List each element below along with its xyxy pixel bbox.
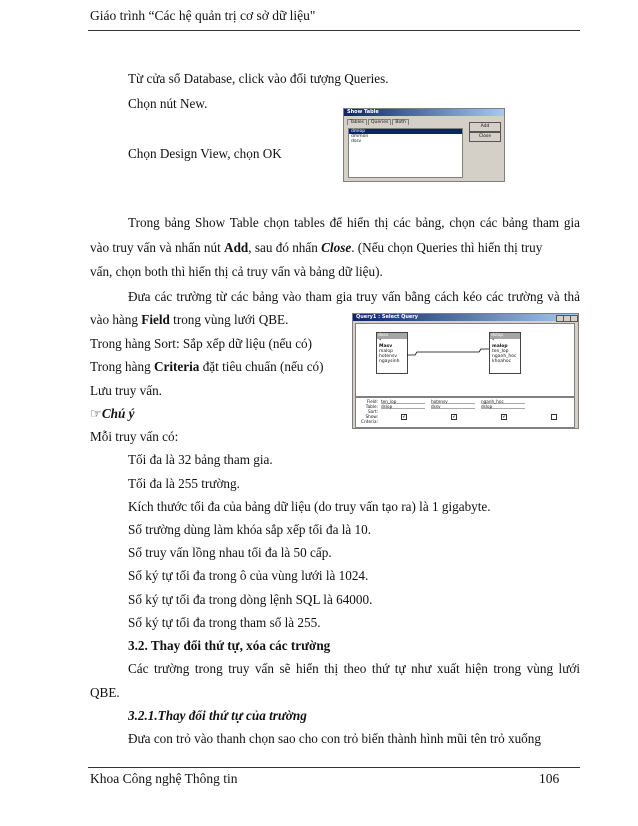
window-title: Query1 : Select Query [353, 314, 578, 321]
add-button[interactable]: Add [469, 122, 501, 132]
text-run: đặt tiêu chuẩn (nếu có) [199, 359, 324, 374]
text-run: trong vùng lưới QBE. [169, 312, 289, 327]
field-item[interactable]: malop [492, 344, 508, 349]
footer-rule [88, 767, 580, 768]
paragraph-line: Lưu truy vấn. [90, 383, 162, 398]
field-list-title: dslop [490, 333, 520, 339]
text-run: . (Nếu chọn Queries thì hiển thị truy [351, 240, 543, 255]
field-item[interactable]: khoahoc [492, 359, 512, 364]
text-run: vào truy vấn và nhấn nút [90, 240, 225, 255]
field-item[interactable]: ngaysinh [379, 359, 400, 364]
paragraph-line: Trong hàng Sort: Sắp xếp dữ liệu (nếu có) [90, 336, 313, 351]
field-item[interactable]: * [379, 339, 382, 344]
list-item[interactable]: dssv [351, 139, 362, 144]
paragraph-line: Các trường trong truy vấn sẽ hiển thị theo thứ tự như xuất hiện trong vùng lưới [128, 661, 580, 676]
grid-field-cell[interactable]: hotensv [431, 399, 475, 404]
qbe-grid [355, 397, 575, 428]
limit-item: Số ký tự tối đa trong ô của vùng lưới là 1024. [128, 568, 369, 583]
grid-field-cell[interactable]: nganh_hoc [481, 399, 525, 404]
section-heading: 3.2. Thay đổi thứ tự, xóa các trường [128, 638, 331, 653]
paragraph-line: Mỗi truy vấn có: [90, 429, 179, 444]
paragraph-line: Đưa con trỏ vào thanh chọn sao cho con trỏ biến thành hình mũi tên trỏ xuống [128, 731, 541, 746]
limit-item: Số ký tự tối đa trong dòng lệnh SQL là 64000. [128, 592, 373, 607]
list-item[interactable]: dmlop [349, 129, 462, 134]
show-checkbox[interactable] [551, 414, 557, 420]
grid-label-criteria: Criteria: [361, 419, 378, 424]
subsection-heading: 3.2.1.Thay đổi thứ tự của trường [128, 708, 307, 723]
list-item[interactable]: dmmon [351, 134, 369, 139]
note-heading [90, 406, 134, 422]
text-run: , sau đó nhấn [248, 240, 322, 255]
limit-item: Số trường dùng làm khóa sắp xếp tối đa là 10. [128, 522, 372, 537]
criteria-keyword: Criteria [154, 359, 200, 374]
limit-item: Tối đa là 32 bảng tham gia. [128, 452, 273, 467]
table-list[interactable] [348, 128, 463, 178]
tab-queries[interactable]: Queries [368, 119, 391, 125]
select-query-window [352, 313, 579, 429]
close-keyword: Close [321, 240, 352, 255]
field-item[interactable]: malop [379, 349, 394, 354]
paragraph-line [90, 240, 580, 256]
close-icon[interactable] [570, 315, 578, 322]
footer-department: Khoa Công nghệ Thông tin [90, 771, 238, 786]
grid-table-cell[interactable]: dslop [481, 404, 525, 409]
field-keyword: Field [141, 312, 170, 327]
tab-tables[interactable]: Tables [347, 119, 367, 125]
grid-table-cell[interactable]: dssv [431, 404, 475, 409]
page-header: Giáo trình “Các hệ quản trị cơ sở dữ liệu" [90, 8, 316, 23]
paragraph-line: vấn, chọn both thì hiển thị cả truy vấn và bảng dữ liệu). [90, 264, 383, 279]
paragraph-line [90, 359, 324, 375]
dialog-tabs [347, 119, 410, 125]
paragraph-line: QBE. [90, 685, 120, 700]
grid-table-cell[interactable]: dslop [381, 404, 425, 409]
field-list-dssv [376, 332, 408, 374]
limit-item: Số ký tự tối đa trong tham số là 255. [128, 615, 321, 630]
field-list-dslop [489, 332, 521, 374]
dialog-title: Show Table [344, 109, 504, 116]
text-line: Chọn Design View, chọn OK [128, 146, 282, 161]
text-line: Từ cửa sổ Database, click vào đối tượng Queries. [128, 71, 389, 86]
join-line [407, 342, 489, 362]
text-run: Trong hàng [90, 359, 154, 374]
grid-field-cell[interactable]: ten_lop [381, 399, 425, 404]
header-rule [88, 30, 580, 31]
field-list-title: dssv [377, 333, 407, 339]
show-table-dialog [343, 108, 505, 182]
grid-label-field: Field: [366, 399, 378, 404]
limit-item: Kích thước tối đa của bảng dữ liệu (do truy vấn tạo ra) là 1 gigabyte. [128, 499, 491, 514]
field-item[interactable]: * [492, 339, 495, 344]
page-number: 106 [539, 771, 560, 786]
show-checkbox[interactable]: ✔ [502, 414, 506, 419]
field-item[interactable]: Masv [379, 344, 393, 349]
grid-label-table: Table: [365, 404, 378, 409]
field-item[interactable]: hotensv [379, 354, 397, 359]
paragraph-line [90, 312, 288, 328]
add-keyword: Add [224, 240, 249, 255]
show-checkbox[interactable]: ✔ [452, 414, 456, 419]
table-pane [355, 323, 575, 397]
paragraph-line: Trong bảng Show Table chọn tables để hiển thị các bảng, chọn các bảng tham gia [128, 215, 580, 230]
field-item[interactable]: nganh_hoc [492, 354, 517, 359]
pointing-hand-icon: ☞ [90, 406, 102, 421]
text-line: Chọn nút New. [128, 96, 208, 111]
note-label: Chú ý [101, 406, 135, 421]
limit-item: Số truy vấn lồng nhau tối đa là 50 cấp. [128, 545, 332, 560]
text-run: vào hàng [90, 312, 142, 327]
grid-label-show: Show: [365, 414, 378, 419]
grid-label-sort: Sort: [368, 409, 378, 414]
tab-both[interactable]: Both [392, 119, 408, 125]
show-checkbox[interactable]: ✔ [402, 414, 406, 419]
close-button[interactable]: Close [469, 132, 501, 142]
limit-item: Tối đa là 255 trường. [128, 476, 240, 491]
field-item[interactable]: ten_lop [492, 349, 509, 354]
paragraph-line: Đưa các trường từ các bảng vào tham gia truy vấn bằng cách kéo các trường và thả [128, 289, 580, 304]
